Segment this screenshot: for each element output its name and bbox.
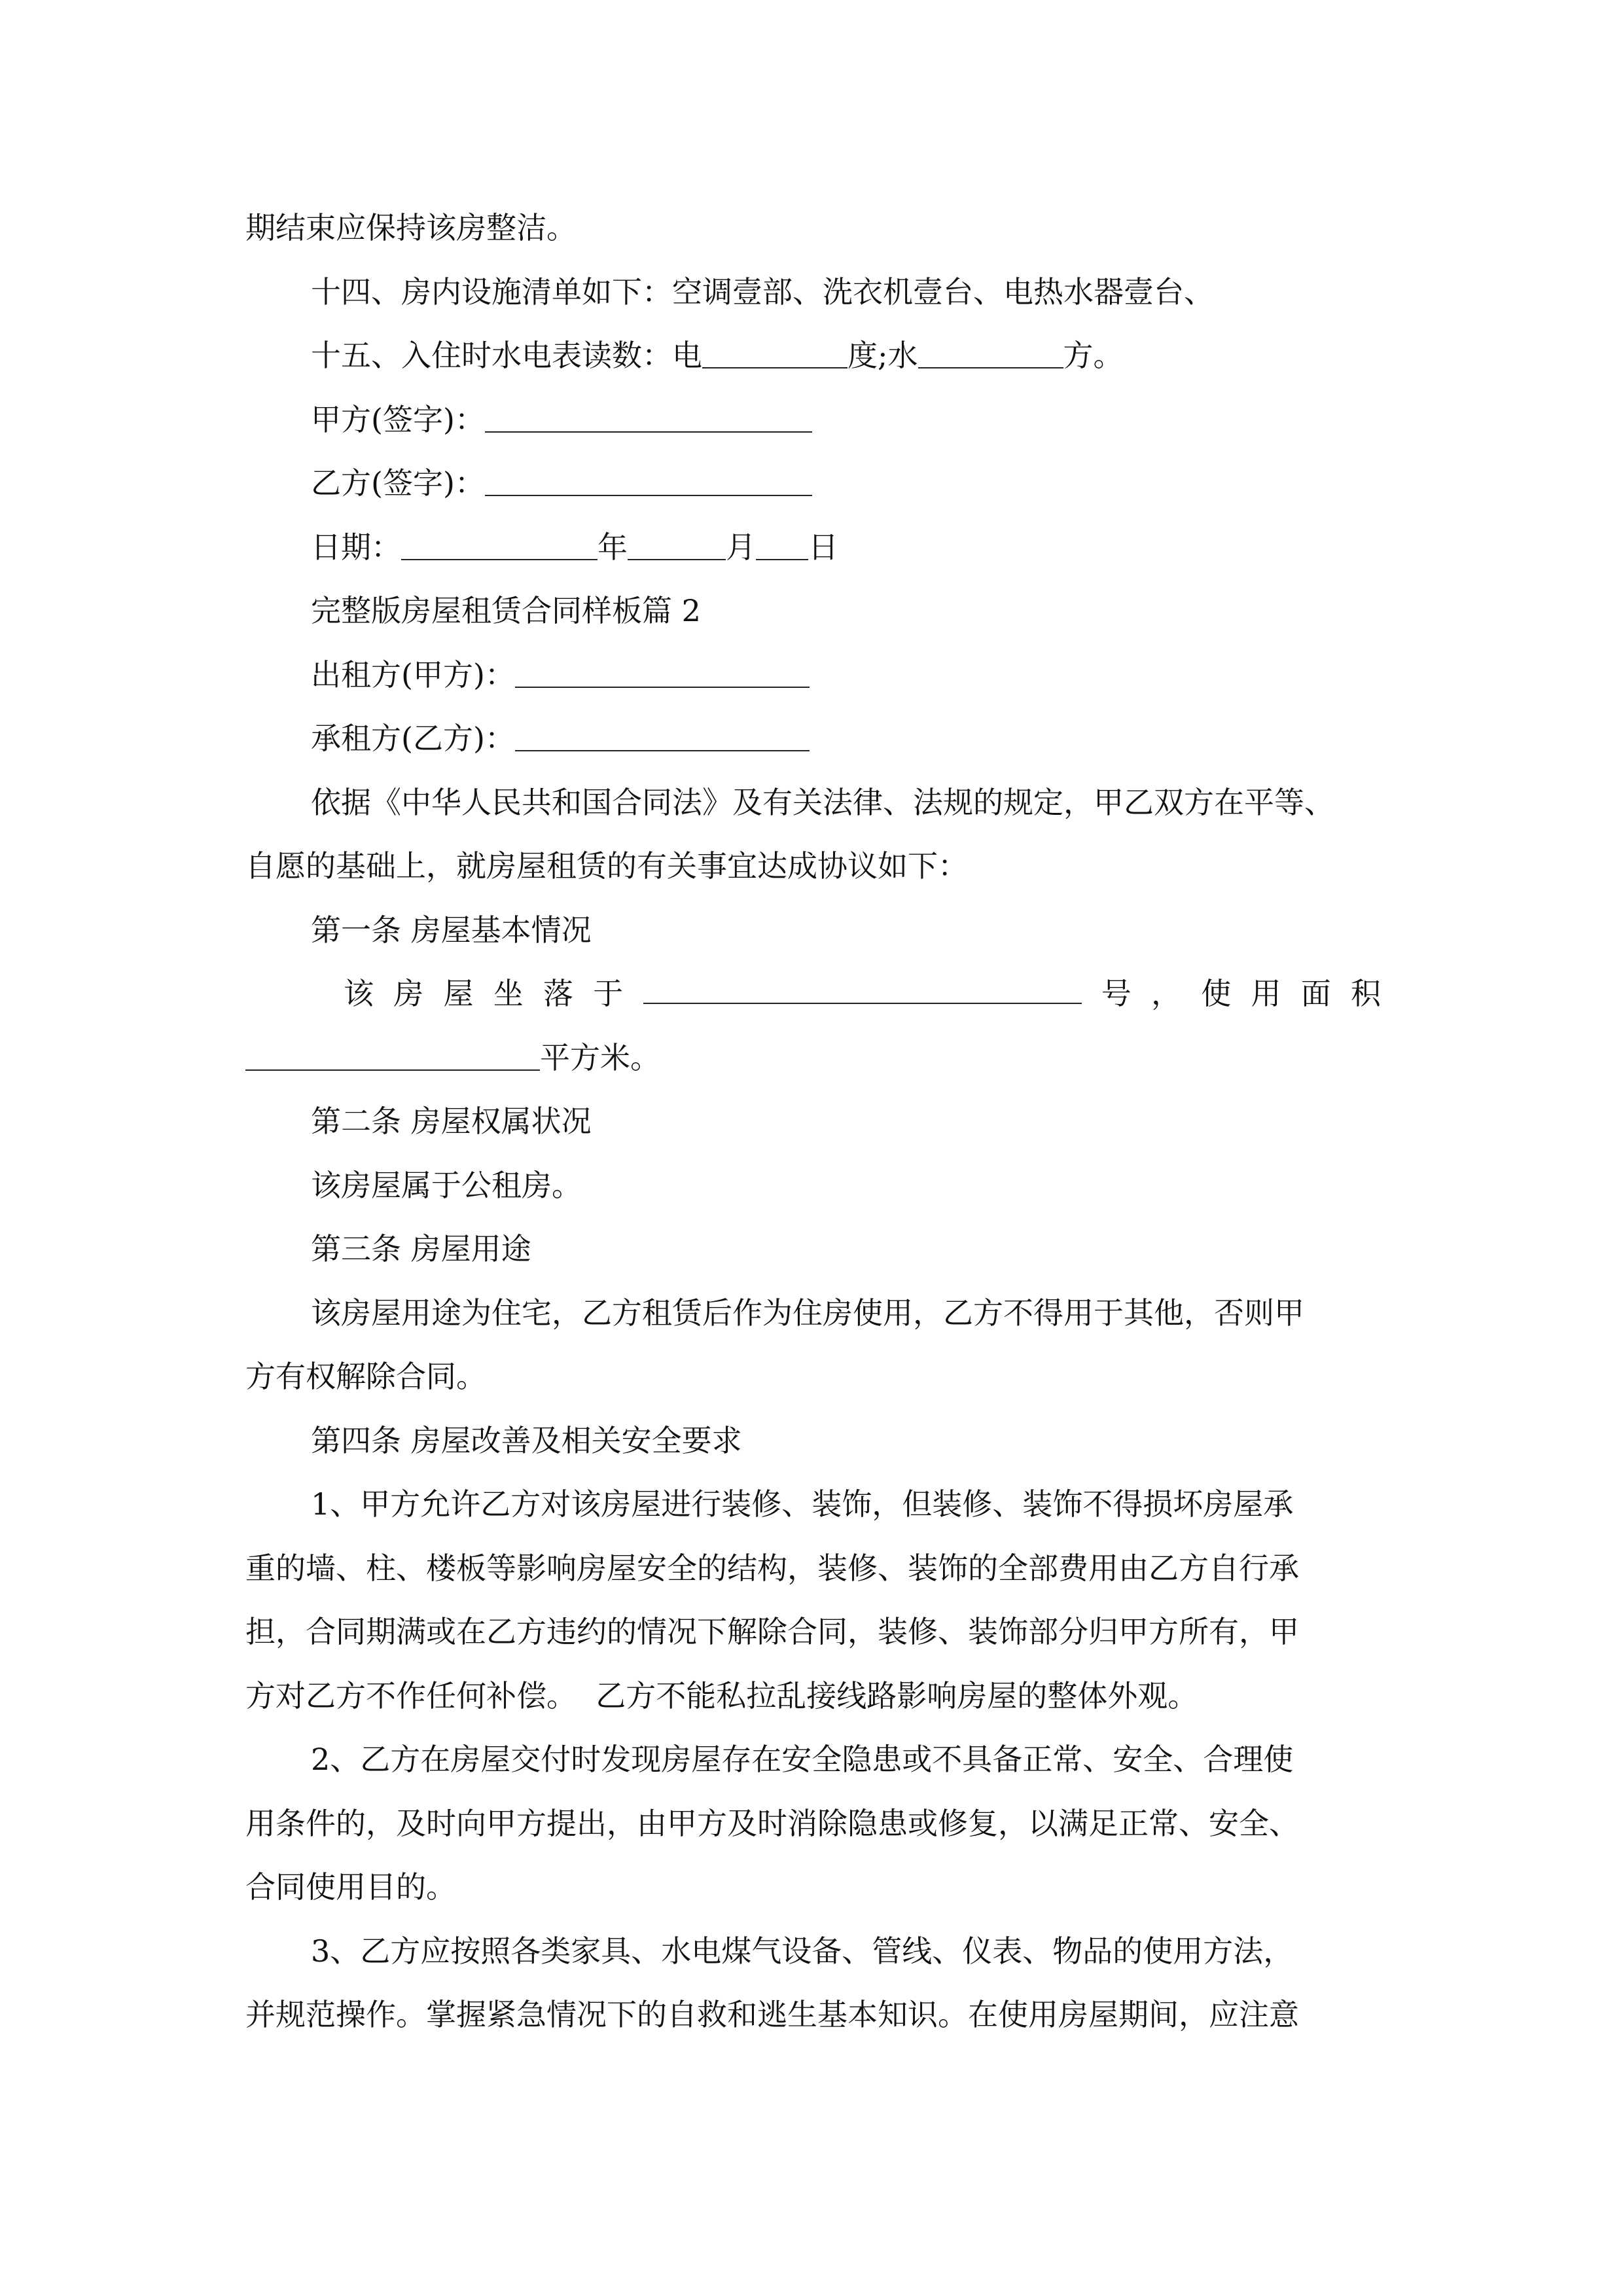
party-b-signature-blank — [485, 465, 812, 496]
text-char: 房 — [393, 976, 424, 1011]
year-unit: 年 — [597, 529, 628, 565]
paragraph-line: 该房屋属于公租房。 — [311, 1167, 582, 1203]
month-blank — [628, 529, 726, 560]
text-char: 坐 — [493, 976, 524, 1011]
article-2-heading: 第二条 房屋权属状况 — [311, 1103, 592, 1139]
area-blank — [245, 1039, 540, 1071]
party-a-signature — [245, 388, 1381, 452]
lessee-label: 承租方(乙方)： — [311, 721, 515, 756]
party-b-signature — [245, 452, 1381, 516]
article-1-location-line — [245, 962, 1381, 1026]
text-line: 期结束应保持该房整洁。 — [245, 210, 577, 245]
lessor-label: 出租方(甲方)： — [311, 656, 515, 692]
day-blank — [756, 529, 808, 560]
text-char: 使 — [1201, 976, 1232, 1011]
paragraph-line: 方对乙方不作任何补偿。 乙方不能私拉乱接线路影响房屋的整体外观。 — [245, 1677, 1198, 1713]
clause-14-facilities: 十四、房内设施清单如下：空调壹部、洗衣机壹台、电热水器壹台、 — [311, 274, 1214, 310]
paragraph-line: 方有权解除合同。 — [245, 1359, 486, 1394]
paragraph-line: 用条件的，及时向甲方提出，由甲方及时消除隐患或修复，以满足正常、安全、 — [245, 1805, 1299, 1841]
year-blank — [401, 529, 597, 560]
article-4-heading: 第四条 房屋改善及相关安全要求 — [311, 1422, 742, 1458]
area-line — [245, 1026, 1381, 1090]
party-b-signature-label: 乙方(签字)： — [311, 465, 485, 501]
paragraph-line: 该房屋用途为住宅，乙方租赁后作为住房使用，乙方不得用于其他，否则甲 — [311, 1295, 1304, 1331]
water-unit: 方。 — [1063, 338, 1124, 373]
month-unit: 月 — [726, 529, 756, 565]
paragraph-line: 1、甲方允许乙方对该房屋进行装修、装饰，但装修、装饰不得损坏房屋承 — [311, 1486, 1294, 1522]
article-3-heading: 第三条 房屋用途 — [311, 1231, 531, 1266]
document-body — [245, 196, 1381, 2047]
lessee-line — [245, 707, 1381, 771]
paragraph-line: 担，合同期满或在乙方违约的情况下解除合同，装修、装饰部分归甲方所有，甲 — [245, 1614, 1299, 1649]
electricity-reading-blank — [702, 337, 847, 368]
paragraph-line: 3、乙方应按照各类家具、水电煤气设备、管线、仪表、物品的使用方法， — [311, 1933, 1294, 1969]
text-char: 用 — [1251, 976, 1281, 1011]
text-char: 号 — [1101, 976, 1132, 1011]
text-char: 该 — [344, 976, 374, 1011]
lessee-blank — [515, 720, 810, 751]
location-blank — [643, 973, 1082, 1004]
text-char: 屋 — [443, 976, 474, 1011]
lessor-line — [245, 643, 1381, 708]
water-reading-blank — [918, 337, 1063, 368]
paragraph-line: 自愿的基础上，就房屋租赁的有关事宜达成协议如下： — [245, 848, 968, 884]
paragraph-line: 重的墙、柱、楼板等影响房屋安全的结构，装修、装饰的全部费用由乙方自行承 — [245, 1550, 1299, 1586]
paragraph-line: 并规范操作。掌握紧急情况下的自救和逃生基本知识。在使用房屋期间，应注意 — [245, 1997, 1299, 2032]
paragraph-line: 2、乙方在房屋交付时发现房屋存在安全隐患或不具备正常、安全、合理使 — [311, 1742, 1294, 1777]
text-char: 落 — [543, 976, 573, 1011]
electricity-unit: 度;水 — [847, 338, 918, 373]
clause-15-meter-readings — [245, 324, 1381, 388]
text-char: ， — [1151, 976, 1181, 1011]
meter-label: 十五、入住时水电表读数：电 — [311, 338, 702, 373]
date-line — [245, 516, 1381, 580]
party-a-signature-blank — [485, 401, 812, 433]
article-1-heading: 第一条 房屋基本情况 — [311, 912, 592, 948]
paragraph-line: 依据《中华人民共和国合同法》及有关法律、法规的规定，甲乙双方在平等、 — [311, 784, 1334, 820]
text-char: 面 — [1300, 976, 1331, 1011]
section-title: 完整版房屋租赁合同样板篇 2 — [311, 593, 701, 628]
day-unit: 日 — [808, 529, 838, 565]
party-a-signature-label: 甲方(签字)： — [311, 401, 485, 437]
area-unit: 平方米。 — [540, 1039, 660, 1075]
paragraph-line: 合同使用目的。 — [245, 1869, 456, 1905]
text-char: 积 — [1351, 976, 1381, 1011]
lessor-blank — [515, 656, 810, 688]
date-label: 日期： — [311, 529, 401, 565]
text-char: 于 — [593, 976, 624, 1011]
